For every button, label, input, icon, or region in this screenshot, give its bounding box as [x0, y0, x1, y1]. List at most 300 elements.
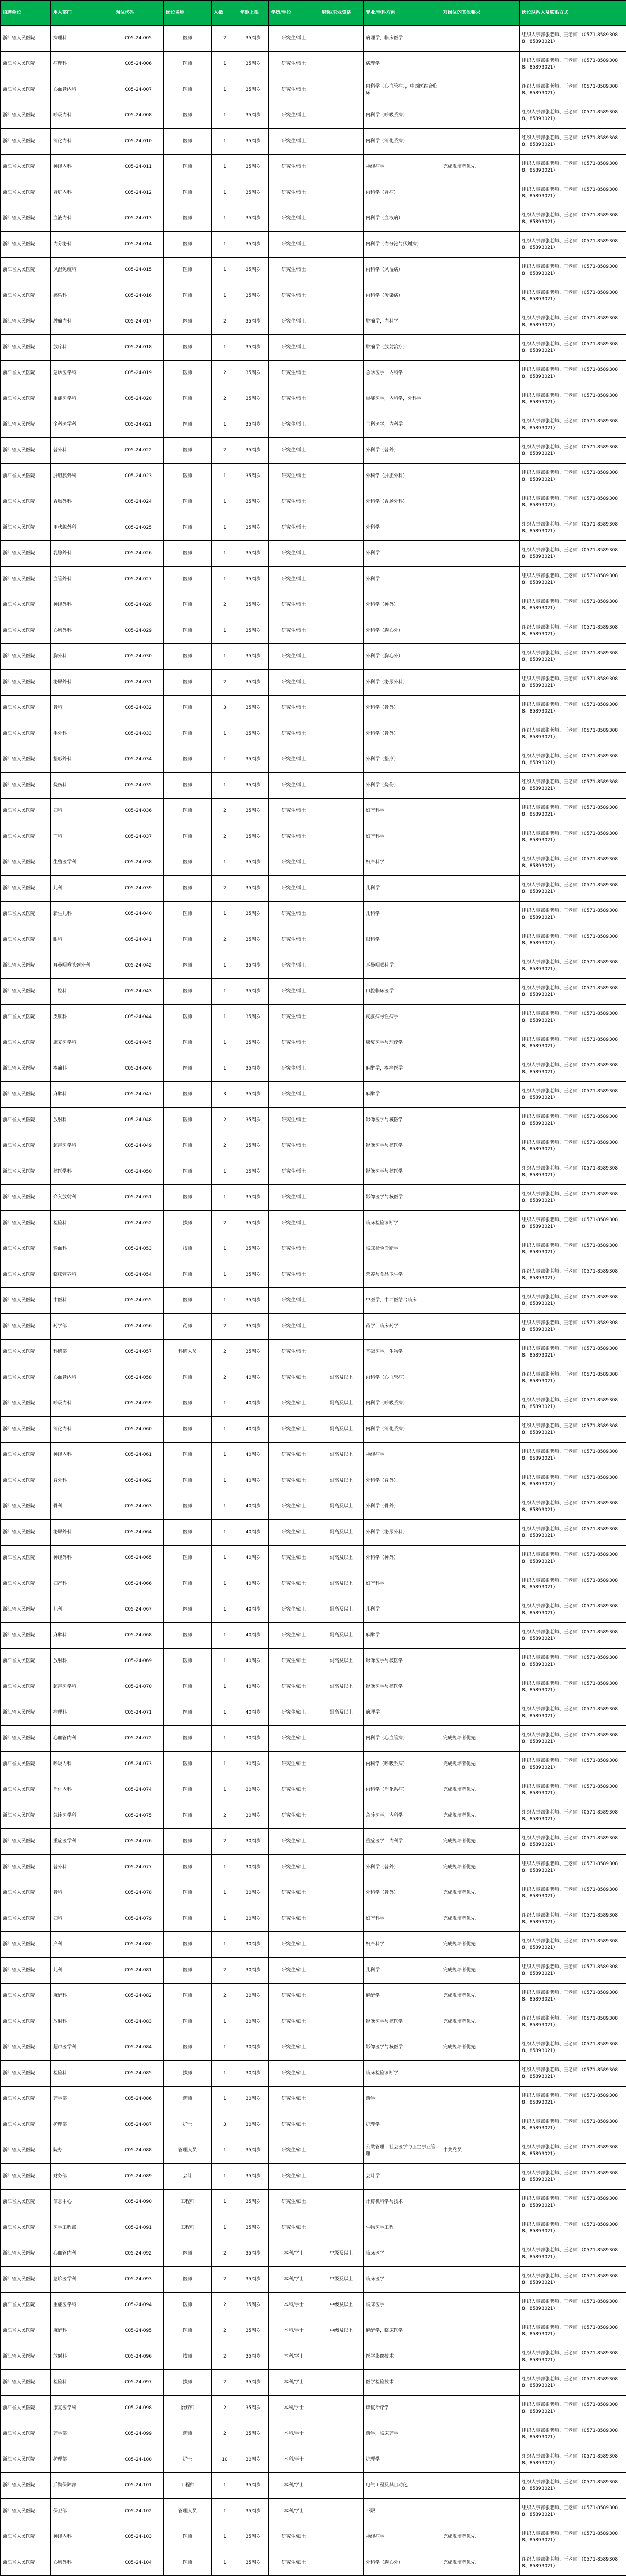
table-row: [1, 618, 626, 644]
table-cell: [319, 2009, 364, 2035]
table-cell: 35周岁: [238, 747, 269, 773]
table-cell: [319, 2087, 364, 2112]
table-cell: 2: [212, 2344, 238, 2370]
table-cell: 组织人事部张老师、王老师 （0571-85893088、85893021）: [520, 2473, 626, 2499]
table-cell: 研究生/博士: [269, 773, 319, 799]
table-cell: 35周岁: [238, 799, 269, 824]
table-cell: [319, 2524, 364, 2550]
table-cell: 医师: [164, 26, 212, 52]
table-cell: 医师: [164, 1597, 212, 1623]
table-cell: C05-24-029: [113, 618, 164, 644]
table-cell: 心胸外科: [51, 2550, 113, 2576]
table-cell: 研究生/博士: [269, 979, 319, 1005]
table-row: [1, 1674, 626, 1700]
table-cell: [319, 489, 364, 515]
table-cell: 研究生/博士: [269, 52, 319, 77]
table-cell: 基础医学，生物学: [364, 1340, 441, 1365]
table-cell: 研究生/硕士: [269, 1880, 319, 1906]
table-row: [1, 2318, 626, 2344]
table-cell: 药师: [164, 2087, 212, 2112]
table-cell: 35周岁: [238, 1030, 269, 1056]
table-cell: 本科/学士: [269, 2396, 319, 2421]
table-cell: C05-24-046: [113, 1056, 164, 1082]
table-cell: 1: [212, 489, 238, 515]
table-cell: C05-24-053: [113, 1236, 164, 1262]
table-cell: 新生儿科: [51, 902, 113, 927]
table-cell: [441, 258, 520, 283]
table-cell: 组织人事部张老师、王老师 （0571-85893088、85893021）: [520, 2241, 626, 2267]
table-cell: 完成规培者优先: [441, 155, 520, 180]
table-cell: 麻醉学: [364, 1082, 441, 1108]
table-cell: 1: [212, 412, 238, 438]
table-cell: 组织人事部张老师、王老师 （0571-85893088、85893021）: [520, 1159, 626, 1185]
table-cell: C05-24-028: [113, 592, 164, 618]
table-cell: 医师: [164, 2550, 212, 2576]
table-cell: 药师: [164, 1314, 212, 1340]
table-cell: 研究生/博士: [269, 258, 319, 283]
table-cell: 研究生/博士: [269, 541, 319, 567]
table-cell: 检验科: [51, 2370, 113, 2396]
table-cell: 浙江省人民医院: [1, 1288, 51, 1314]
table-cell: 浙江省人民医院: [1, 1391, 51, 1417]
table-cell: 肝胆胰外科: [51, 464, 113, 489]
table-cell: 病理学，临床医学: [364, 26, 441, 52]
table-cell: 本科/学士: [269, 2370, 319, 2396]
table-cell: 35周岁: [238, 412, 269, 438]
table-cell: 医师: [164, 438, 212, 464]
table-cell: [441, 1494, 520, 1520]
table-cell: 组织人事部张老师、王老师 （0571-85893088、85893021）: [520, 1623, 626, 1649]
table-cell: 麻醉科: [51, 1984, 113, 2009]
table-row: [1, 644, 626, 670]
table-cell: [441, 1005, 520, 1030]
table-cell: 副高及以上: [319, 1623, 364, 1649]
table-cell: C05-24-091: [113, 2215, 164, 2241]
table-cell: 放射科: [51, 2009, 113, 2035]
table-row: [1, 979, 626, 1005]
table-cell: 组织人事部张老师、王老师 （0571-85893088、85893021）: [520, 592, 626, 618]
table-cell: 1: [212, 1880, 238, 1906]
table-cell: [319, 1726, 364, 1752]
table-cell: 35周岁: [238, 26, 269, 52]
table-cell: 浙江省人民医院: [1, 283, 51, 309]
table-cell: 研究生/硕士: [269, 2524, 319, 2550]
header-cell: 年龄上限: [238, 1, 269, 26]
table-cell: [441, 283, 520, 309]
table-cell: C05-24-090: [113, 2190, 164, 2215]
table-cell: C05-24-102: [113, 2499, 164, 2524]
table-cell: 浙江省人民医院: [1, 464, 51, 489]
table-cell: 组织人事部张老师、王老师 （0571-85893088、85893021）: [520, 2061, 626, 2087]
table-cell: 1: [212, 1391, 238, 1417]
table-cell: [319, 1958, 364, 1984]
table-cell: 医师: [164, 1443, 212, 1468]
table-cell: 外科学（泌尿外科）: [364, 670, 441, 696]
table-cell: 组织人事部张老师、王老师 （0571-85893088、85893021）: [520, 696, 626, 721]
table-cell: 研究生/硕士: [269, 1443, 319, 1468]
table-cell: 浙江省人民医院: [1, 2087, 51, 2112]
table-row: [1, 2550, 626, 2576]
table-cell: 组织人事部张老师、王老师 （0571-85893088、85893021）: [520, 2035, 626, 2061]
table-cell: C05-24-061: [113, 1443, 164, 1468]
table-cell: 35周岁: [238, 2190, 269, 2215]
table-cell: 泌尿外科: [51, 670, 113, 696]
table-cell: 耳鼻咽喉科学: [364, 953, 441, 979]
table-row: [1, 1494, 626, 1520]
table-row: [1, 1752, 626, 1777]
table-cell: 1: [212, 541, 238, 567]
table-cell: [441, 2190, 520, 2215]
table-cell: [319, 2035, 364, 2061]
table-cell: 组织人事部张老师、王老师 （0571-85893088、85893021）: [520, 1829, 626, 1855]
table-cell: 研究生/博士: [269, 309, 319, 335]
table-cell: 1: [212, 2473, 238, 2499]
table-row: [1, 2396, 626, 2421]
table-cell: 研究生/硕士: [269, 2138, 319, 2164]
table-cell: 浙江省人民医院: [1, 1597, 51, 1623]
table-cell: 35周岁: [238, 335, 269, 361]
table-cell: 浙江省人民医院: [1, 103, 51, 129]
table-cell: 浙江省人民医院: [1, 2499, 51, 2524]
table-cell: 组织人事部张老师、王老师 （0571-85893088、85893021）: [520, 1726, 626, 1752]
table-cell: 内科学（心血管病），中西医结合临床: [364, 77, 441, 103]
table-cell: 影像医学与核医学: [364, 1674, 441, 1700]
table-cell: 风湿免疫科: [51, 258, 113, 283]
table-cell: [319, 2215, 364, 2241]
table-cell: 浙江省人民医院: [1, 2215, 51, 2241]
table-cell: 外科学: [364, 541, 441, 567]
table-cell: 35周岁: [238, 618, 269, 644]
table-cell: 药学: [364, 2087, 441, 2112]
table-cell: 妇产科学: [364, 850, 441, 876]
table-cell: 工程师: [164, 2473, 212, 2499]
table-row: [1, 824, 626, 850]
table-cell: [319, 1236, 364, 1262]
table-cell: 医师: [164, 747, 212, 773]
table-cell: 外科学（普外）: [364, 438, 441, 464]
table-cell: 放射科: [51, 1649, 113, 1674]
table-cell: C05-24-057: [113, 1340, 164, 1365]
table-cell: 完成规培者优先: [441, 1803, 520, 1829]
table-cell: 妇产科学: [364, 1571, 441, 1597]
table-cell: 2: [212, 2241, 238, 2267]
table-cell: 儿科: [51, 1597, 113, 1623]
table-cell: 浙江省人民医院: [1, 2112, 51, 2138]
table-row: [1, 1314, 626, 1340]
table-cell: 3: [212, 1082, 238, 1108]
table-cell: 研究生/博士: [269, 489, 319, 515]
table-cell: 组织人事部张老师、王老师 （0571-85893088、85893021）: [520, 412, 626, 438]
table-cell: C05-24-064: [113, 1520, 164, 1546]
table-row: [1, 438, 626, 464]
table-cell: 研究生/博士: [269, 670, 319, 696]
table-cell: 康复治疗学: [364, 2396, 441, 2421]
table-cell: [319, 2190, 364, 2215]
table-cell: 1: [212, 1649, 238, 1674]
table-row: [1, 721, 626, 747]
table-row: [1, 2293, 626, 2318]
table-cell: 浙江省人民医院: [1, 1726, 51, 1752]
table-cell: [319, 2370, 364, 2396]
table-row: [1, 696, 626, 721]
table-cell: C05-24-012: [113, 180, 164, 206]
table-cell: 35周岁: [238, 464, 269, 489]
table-cell: 40周岁: [238, 1674, 269, 1700]
table-cell: 普外科: [51, 1468, 113, 1494]
table-row: [1, 180, 626, 206]
table-cell: 研究生/硕士: [269, 2087, 319, 2112]
table-cell: [441, 1597, 520, 1623]
table-cell: [319, 2473, 364, 2499]
table-cell: 35周岁: [238, 644, 269, 670]
table-cell: 医师: [164, 902, 212, 927]
table-cell: C05-24-069: [113, 1649, 164, 1674]
table-cell: 研究生/硕士: [269, 1623, 319, 1649]
table-cell: [441, 52, 520, 77]
table-cell: 研究生/博士: [269, 412, 319, 438]
table-cell: 浙江省人民医院: [1, 2009, 51, 2035]
table-cell: 1: [212, 567, 238, 592]
table-row: [1, 1546, 626, 1571]
table-cell: 组织人事部张老师、王老师 （0571-85893088、85893021）: [520, 1443, 626, 1468]
table-cell: 1: [212, 1262, 238, 1288]
table-cell: 医师: [164, 1546, 212, 1571]
table-cell: 35周岁: [238, 2293, 269, 2318]
table-cell: 医师: [164, 1288, 212, 1314]
table-cell: 35周岁: [238, 1211, 269, 1236]
table-cell: 完成规培者优先: [441, 1829, 520, 1855]
table-cell: C05-24-006: [113, 52, 164, 77]
table-cell: 内科学（肾病）: [364, 180, 441, 206]
table-cell: [319, 1108, 364, 1133]
table-cell: 神经病学: [364, 155, 441, 180]
table-row: [1, 464, 626, 489]
table-cell: 1: [212, 1597, 238, 1623]
table-cell: 40周岁: [238, 1494, 269, 1520]
table-cell: 护理部: [51, 2112, 113, 2138]
table-cell: 内科学（内分泌与代谢病）: [364, 232, 441, 258]
table-cell: 研究生/硕士: [269, 1906, 319, 1932]
table-cell: 浙江省人民医院: [1, 927, 51, 953]
table-cell: [441, 515, 520, 541]
table-cell: 浙江省人民医院: [1, 1520, 51, 1546]
table-cell: 妇产科学: [364, 799, 441, 824]
table-cell: 副高及以上: [319, 1391, 364, 1417]
table-cell: 1: [212, 1700, 238, 1726]
table-cell: 组织人事部张老师、王老师 （0571-85893088、85893021）: [520, 2164, 626, 2190]
table-cell: 产科: [51, 1932, 113, 1958]
table-cell: 完成规培者优先: [441, 2009, 520, 2035]
table-cell: 浙江省人民医院: [1, 721, 51, 747]
table-cell: 2: [212, 1314, 238, 1340]
table-cell: C05-24-051: [113, 1185, 164, 1211]
table-row: [1, 1133, 626, 1159]
table-cell: 药学，临床药学: [364, 1314, 441, 1340]
table-cell: 组织人事部张老师、王老师 （0571-85893088、85893021）: [520, 1288, 626, 1314]
table-cell: 浙江省人民医院: [1, 2164, 51, 2190]
table-row: [1, 1365, 626, 1391]
table-cell: 35周岁: [238, 592, 269, 618]
table-cell: 浙江省人民医院: [1, 52, 51, 77]
table-cell: 2: [212, 927, 238, 953]
table-cell: 研究生/博士: [269, 592, 319, 618]
table-cell: 浙江省人民医院: [1, 850, 51, 876]
header-cell: 岗位代码: [113, 1, 164, 26]
table-cell: 浙江省人民医院: [1, 592, 51, 618]
table-cell: C05-24-083: [113, 2009, 164, 2035]
table-cell: 会计: [164, 2164, 212, 2190]
table-cell: 2: [212, 1340, 238, 1365]
table-cell: 1: [212, 618, 238, 644]
table-cell: C05-24-082: [113, 1984, 164, 2009]
table-cell: 研究生/博士: [269, 464, 319, 489]
table-cell: [319, 1005, 364, 1030]
table-cell: 浙江省人民医院: [1, 1365, 51, 1391]
table-cell: [319, 1159, 364, 1185]
table-cell: 检验科: [51, 1211, 113, 1236]
table-cell: 1: [212, 2138, 238, 2164]
table-cell: 超声医学科: [51, 1133, 113, 1159]
table-cell: 神经病学: [364, 1443, 441, 1468]
table-cell: 药学，临床药学: [364, 2421, 441, 2447]
table-cell: [441, 927, 520, 953]
table-cell: 2: [212, 1365, 238, 1391]
table-cell: [319, 747, 364, 773]
table-cell: 技师: [164, 2344, 212, 2370]
table-row: [1, 1185, 626, 1211]
table-cell: 组织人事部张老师、王老师 （0571-85893088、85893021）: [520, 2447, 626, 2473]
table-cell: [441, 180, 520, 206]
table-cell: 研究生/硕士: [269, 1571, 319, 1597]
table-cell: 完成规培者优先: [441, 2035, 520, 2061]
table-cell: 临床检验诊断学: [364, 2061, 441, 2087]
table-cell: C05-24-071: [113, 1700, 164, 1726]
table-cell: 1: [212, 2035, 238, 2061]
table-cell: 35周岁: [238, 2421, 269, 2447]
table-cell: 外科学（整形）: [364, 747, 441, 773]
table-cell: 1: [212, 644, 238, 670]
table-cell: 骨科: [51, 696, 113, 721]
table-cell: 内科学（呼吸系病）: [364, 1391, 441, 1417]
table-cell: 浙江省人民医院: [1, 747, 51, 773]
table-cell: 内科学（传染病）: [364, 283, 441, 309]
table-cell: 1: [212, 1185, 238, 1211]
table-cell: [441, 1236, 520, 1262]
table-cell: [441, 773, 520, 799]
table-cell: 1: [212, 773, 238, 799]
table-cell: [441, 464, 520, 489]
table-cell: 医师: [164, 129, 212, 155]
table-cell: 35周岁: [238, 2318, 269, 2344]
table-cell: 医师: [164, 1777, 212, 1803]
table-cell: 2: [212, 26, 238, 52]
table-cell: 40周岁: [238, 1649, 269, 1674]
table-cell: 组织人事部张老师、王老师 （0571-85893088、85893021）: [520, 567, 626, 592]
table-cell: 30周岁: [238, 2035, 269, 2061]
table-cell: [319, 1932, 364, 1958]
table-cell: 儿科: [51, 876, 113, 902]
table-cell: 本科/学士: [269, 2421, 319, 2447]
table-cell: 医师: [164, 386, 212, 412]
table-cell: 影像医学与核医学: [364, 1185, 441, 1211]
table-cell: [441, 412, 520, 438]
table-cell: 研究生/博士: [269, 927, 319, 953]
table-cell: 研究生/硕士: [269, 1803, 319, 1829]
table-row: [1, 2035, 626, 2061]
table-cell: [441, 1108, 520, 1133]
table-cell: 组织人事部张老师、王老师 （0571-85893088、85893021）: [520, 2190, 626, 2215]
table-header-row: [1, 1, 626, 26]
table-cell: 影像医学与核医学: [364, 2009, 441, 2035]
table-row: [1, 2473, 626, 2499]
table-cell: 浙江省人民医院: [1, 2370, 51, 2396]
table-cell: 浙江省人民医院: [1, 1417, 51, 1443]
table-cell: 中级及以上: [319, 2318, 364, 2344]
table-cell: 儿科学: [364, 1597, 441, 1623]
table-cell: 研究生/博士: [269, 567, 319, 592]
table-cell: 35周岁: [238, 361, 269, 386]
table-cell: 医师: [164, 2035, 212, 2061]
table-row: [1, 670, 626, 696]
table-cell: 临床检验诊断学: [364, 1236, 441, 1262]
table-cell: 浙江省人民医院: [1, 670, 51, 696]
table-cell: [319, 592, 364, 618]
table-cell: 肿瘤学，内科学: [364, 309, 441, 335]
table-cell: C05-24-078: [113, 1880, 164, 1906]
table-cell: 重症医学科: [51, 2293, 113, 2318]
table-cell: 呼吸内科: [51, 103, 113, 129]
table-cell: 组织人事部张老师、王老师 （0571-85893088、85893021）: [520, 1571, 626, 1597]
table-cell: C05-24-021: [113, 412, 164, 438]
table-cell: 35周岁: [238, 386, 269, 412]
table-cell: 30周岁: [238, 2112, 269, 2138]
table-cell: 营养与食品卫生学: [364, 1262, 441, 1288]
table-cell: 1: [212, 1468, 238, 1494]
table-cell: 1: [212, 52, 238, 77]
table-cell: 妇科: [51, 1906, 113, 1932]
table-cell: [441, 1571, 520, 1597]
table-cell: [441, 1623, 520, 1649]
table-cell: 30周岁: [238, 1906, 269, 1932]
table-cell: 临床检验诊断学: [364, 1211, 441, 1236]
table-cell: 30周岁: [238, 1984, 269, 2009]
table-cell: 医师: [164, 2241, 212, 2267]
table-cell: 医师: [164, 1726, 212, 1752]
table-cell: 眼科学: [364, 927, 441, 953]
table-cell: 浙江省人民医院: [1, 1855, 51, 1880]
table-cell: 临床医学: [364, 2241, 441, 2267]
table-cell: [441, 77, 520, 103]
table-cell: [319, 1752, 364, 1777]
table-cell: C05-24-066: [113, 1571, 164, 1597]
table-cell: 浙江省人民医院: [1, 2293, 51, 2318]
table-cell: 35周岁: [238, 1056, 269, 1082]
header-cell: 学历/学位: [269, 1, 319, 26]
table-cell: 疼痛科: [51, 1056, 113, 1082]
table-cell: 内科学（消化系病）: [364, 1777, 441, 1803]
table-cell: 医师: [164, 1984, 212, 2009]
table-cell: 35周岁: [238, 2499, 269, 2524]
table-cell: 医师: [164, 180, 212, 206]
table-cell: 1: [212, 258, 238, 283]
table-cell: [441, 1159, 520, 1185]
table-cell: 医师: [164, 1623, 212, 1649]
table-cell: 组织人事部张老师、王老师 （0571-85893088、85893021）: [520, 876, 626, 902]
table-cell: [319, 464, 364, 489]
table-cell: [319, 927, 364, 953]
table-cell: 30周岁: [238, 1777, 269, 1803]
table-cell: 组织人事部张老师、王老师 （0571-85893088、85893021）: [520, 2370, 626, 2396]
